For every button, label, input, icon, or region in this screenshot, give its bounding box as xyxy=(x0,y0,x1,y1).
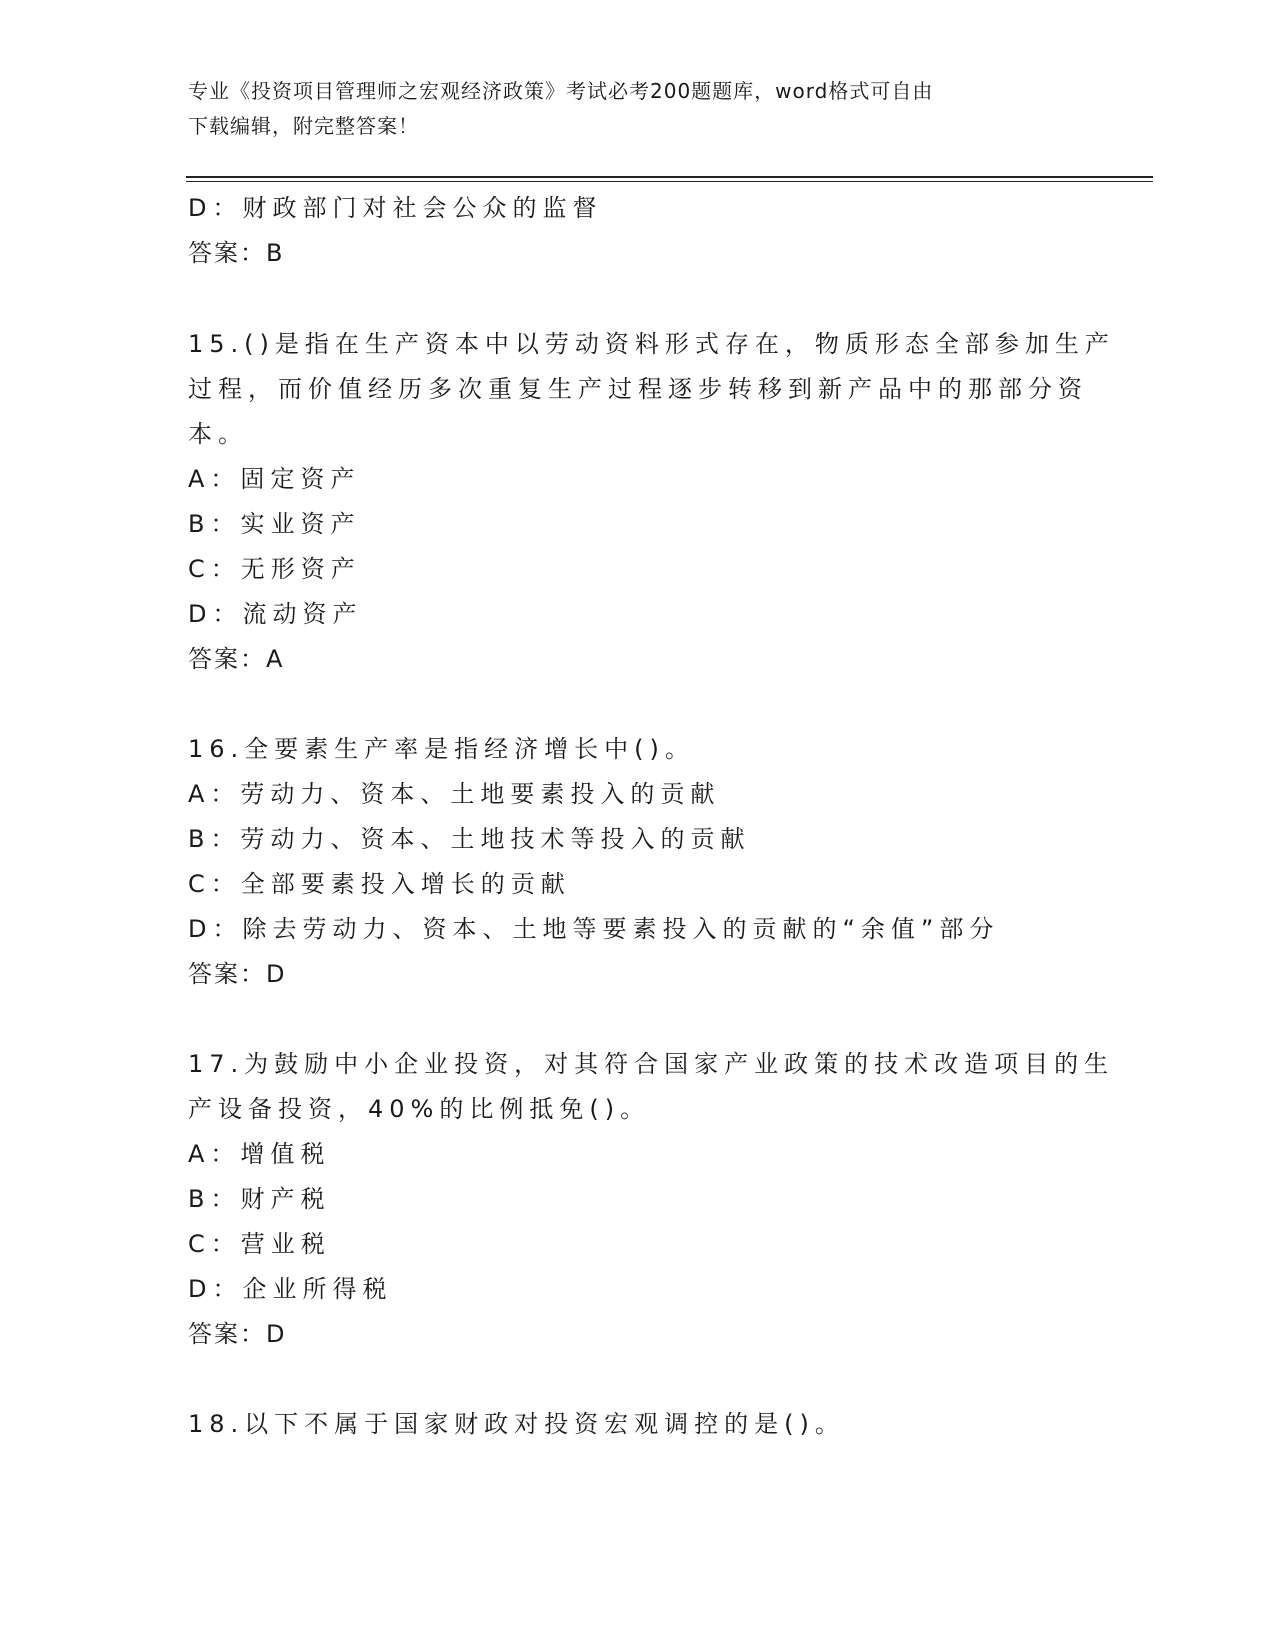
document-header xyxy=(188,74,1088,144)
question-16-option-d: D：除去劳动力、资本、土地等要素投入的贡献的“余值”部分 xyxy=(188,915,1000,943)
question-15-stem-line-3: 本。 xyxy=(188,420,248,448)
question-15-option-b: B：实业资产 xyxy=(188,510,361,538)
question-17-option-c: C：营业税 xyxy=(188,1230,331,1258)
question-15-stem-line-2: 过程，而价值经历多次重复生产过程逐步转移到新产品中的那部分资 xyxy=(188,375,1088,403)
header-title-line-1: 专业《投资项目管理师之宏观经济政策》考试必考200题题库，word格式可自由 xyxy=(188,79,934,103)
prev-question-option-d: D：财政部门对社会公众的监督 xyxy=(188,194,603,222)
question-15-option-c: C：无形资产 xyxy=(188,555,361,583)
header-divider-thin xyxy=(186,181,1153,182)
question-17-stem-line-2: 产设备投资，40%的比例抵免()。 xyxy=(188,1095,651,1123)
question-15-option-d: D：流动资产 xyxy=(188,600,363,628)
header-divider-thick xyxy=(186,176,1153,178)
question-15-answer: 答案：A xyxy=(188,645,285,673)
question-17-answer: 答案：D xyxy=(188,1320,287,1348)
question-17-option-d: D：企业所得税 xyxy=(188,1275,393,1303)
question-17-option-b: B：财产税 xyxy=(188,1185,331,1213)
question-16-option-c: C：全部要素投入增长的贡献 xyxy=(188,870,571,898)
question-16-stem-line-1: 16.全要素生产率是指经济增长中()。 xyxy=(188,735,695,763)
question-16-option-a: A：劳动力、资本、土地要素投入的贡献 xyxy=(188,780,721,808)
question-15-option-a: A：固定资产 xyxy=(188,465,361,493)
prev-question-answer: 答案：B xyxy=(188,239,285,267)
question-16-option-b: B：劳动力、资本、土地技术等投入的贡献 xyxy=(188,825,751,853)
header-title-line-2: 下载编辑，附完整答案！ xyxy=(188,114,419,138)
question-17-option-a: A：增值税 xyxy=(188,1140,331,1168)
question-16-answer: 答案：D xyxy=(188,960,287,988)
question-18-stem-line-1: 18.以下不属于国家财政对投资宏观调控的是()。 xyxy=(188,1410,845,1438)
question-17-stem-line-1: 17.为鼓励中小企业投资，对其符合国家产业政策的技术改造项目的生 xyxy=(188,1050,1115,1078)
question-15-stem-line-1: 15.()是指在生产资本中以劳动资料形式存在，物质形态全部参加生产 xyxy=(188,330,1115,358)
